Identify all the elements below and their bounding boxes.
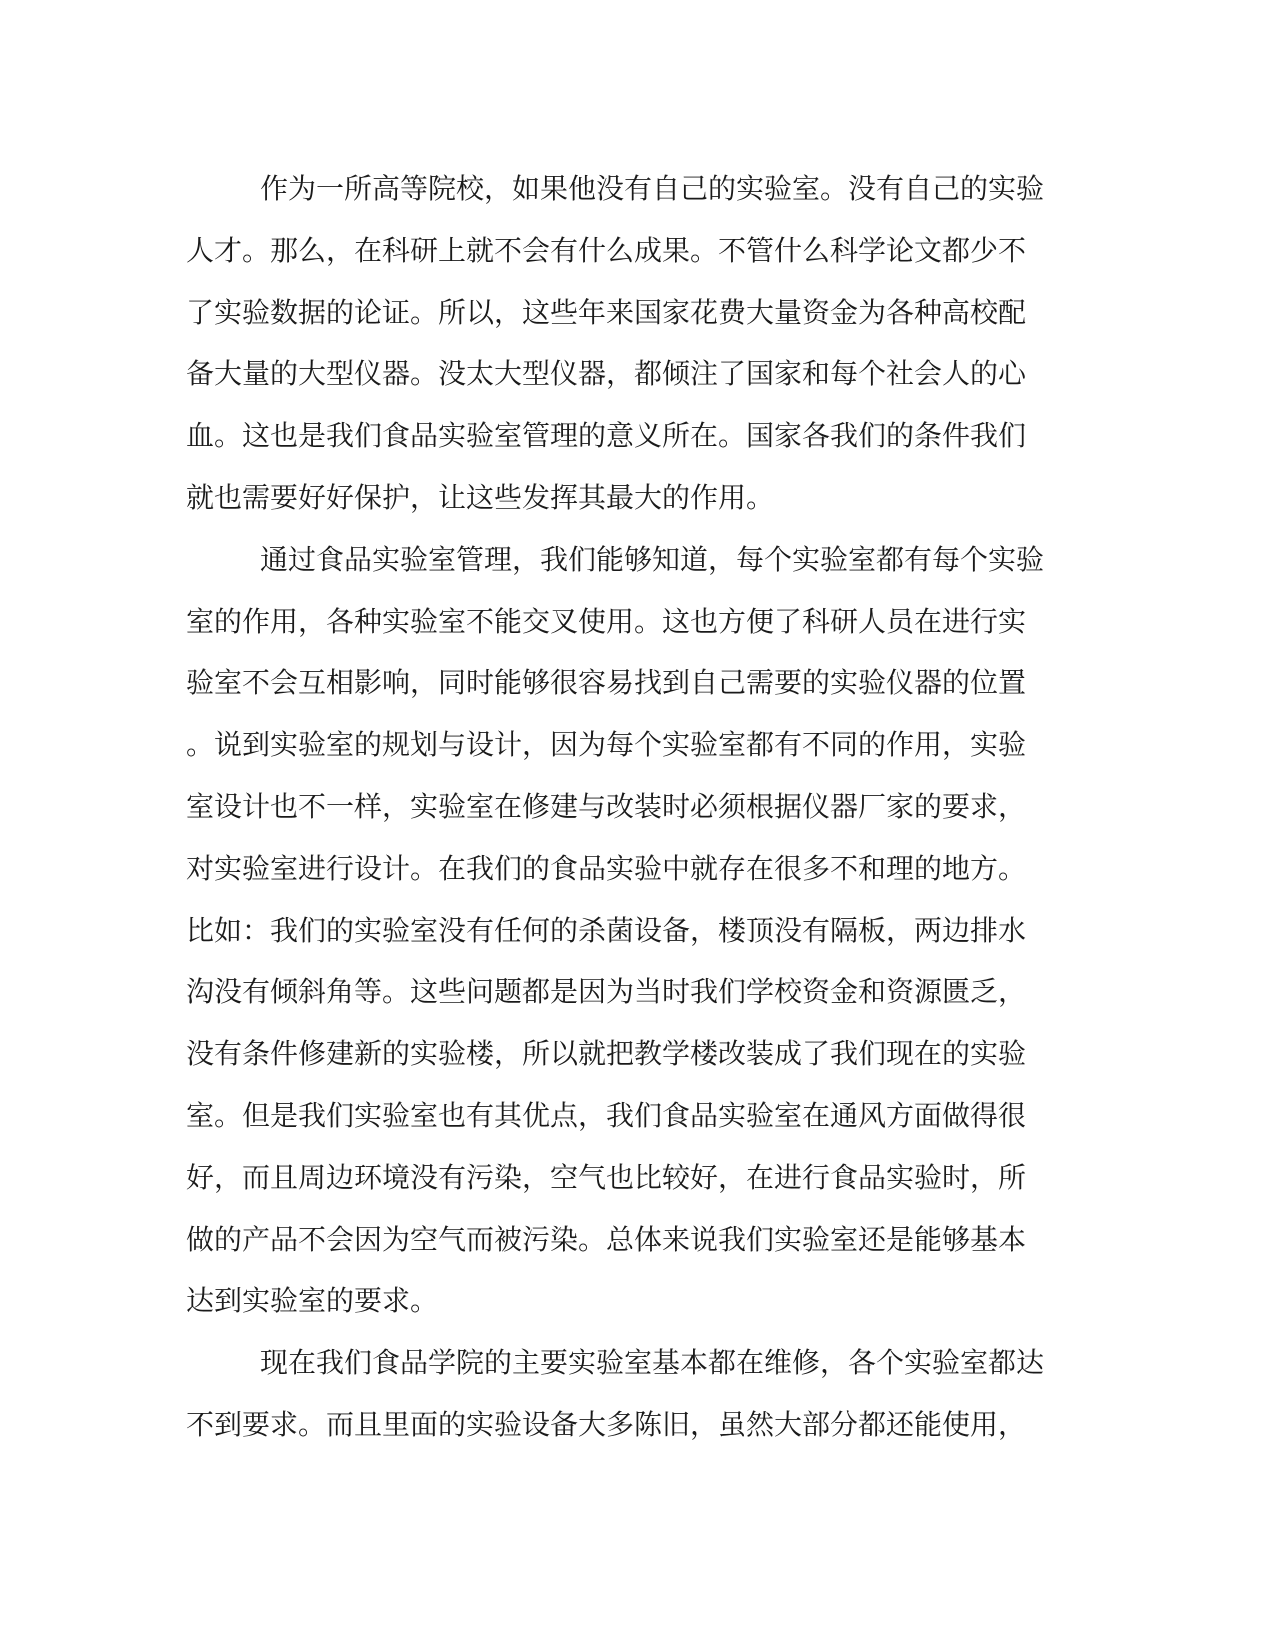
text-line: 沟没有倾斜角等。这些问题都是因为当时我们学校资金和资源匮乏， <box>186 975 1027 1009</box>
text-line: 了实验数据的论证。所以，这些年来国家花费大量资金为各种高校配 <box>186 295 1027 329</box>
text-line: 没有条件修建新的实验楼，所以就把教学楼改装成了我们现在的实验 <box>186 1037 1027 1071</box>
text-line: 不到要求。而且里面的实验设备大多陈旧，虽然大部分都还能使用， <box>186 1407 1027 1441</box>
text-line: 室的作用，各种实验室不能交叉使用。这也方便了科研人员在进行实 <box>186 604 1027 638</box>
text-line: 。说到实验室的规划与设计，因为每个实验室都有不同的作用，实验 <box>186 728 1027 762</box>
text-line: 备大量的大型仪器。没太大型仪器，都倾注了国家和每个社会人的心 <box>186 357 1027 391</box>
text-line: 人才。那么，在科研上就不会有什么成果。不管什么科学论文都少不 <box>186 233 1027 267</box>
text-line: 好，而且周边环境没有污染，空气也比较好，在进行食品实验时，所 <box>186 1160 1027 1194</box>
paragraph <box>186 158 1061 529</box>
text-line: 现在我们食品学院的主要实验室基本都在维修，各个实验室都达 <box>260 1346 1045 1380</box>
text-line: 室。但是我们实验室也有其优点，我们食品实验室在通风方面做得很 <box>186 1098 1027 1132</box>
text-line: 血。这也是我们食品实验室管理的意义所在。国家各我们的条件我们 <box>186 419 1027 453</box>
text-line: 验室不会互相影响，同时能够很容易找到自己需要的实验仪器的位置 <box>186 666 1027 700</box>
text-line: 通过食品实验室管理，我们能够知道，每个实验室都有每个实验 <box>260 542 1045 576</box>
text-line: 对实验室进行设计。在我们的食品实验中就存在很多不和理的地方。 <box>186 851 1027 885</box>
document-body <box>186 158 1061 1456</box>
text-line: 比如：我们的实验室没有任何的杀菌设备，楼顶没有隔板，两边排水 <box>186 913 1027 947</box>
text-line: 作为一所高等院校，如果他没有自己的实验室。没有自己的实验 <box>260 172 1045 205</box>
text-line: 室设计也不一样，实验室在修建与改装时必须根据仪器厂家的要求， <box>186 789 1027 823</box>
paragraph <box>186 529 1061 1332</box>
text-line: 达到实验室的要求。 <box>186 1284 439 1318</box>
paragraph <box>186 1332 1061 1456</box>
text-line: 就也需要好好保护，让这些发挥其最大的作用。 <box>186 480 775 514</box>
text-line: 做的产品不会因为空气而被污染。总体来说我们实验室还是能够基本 <box>186 1222 1027 1256</box>
